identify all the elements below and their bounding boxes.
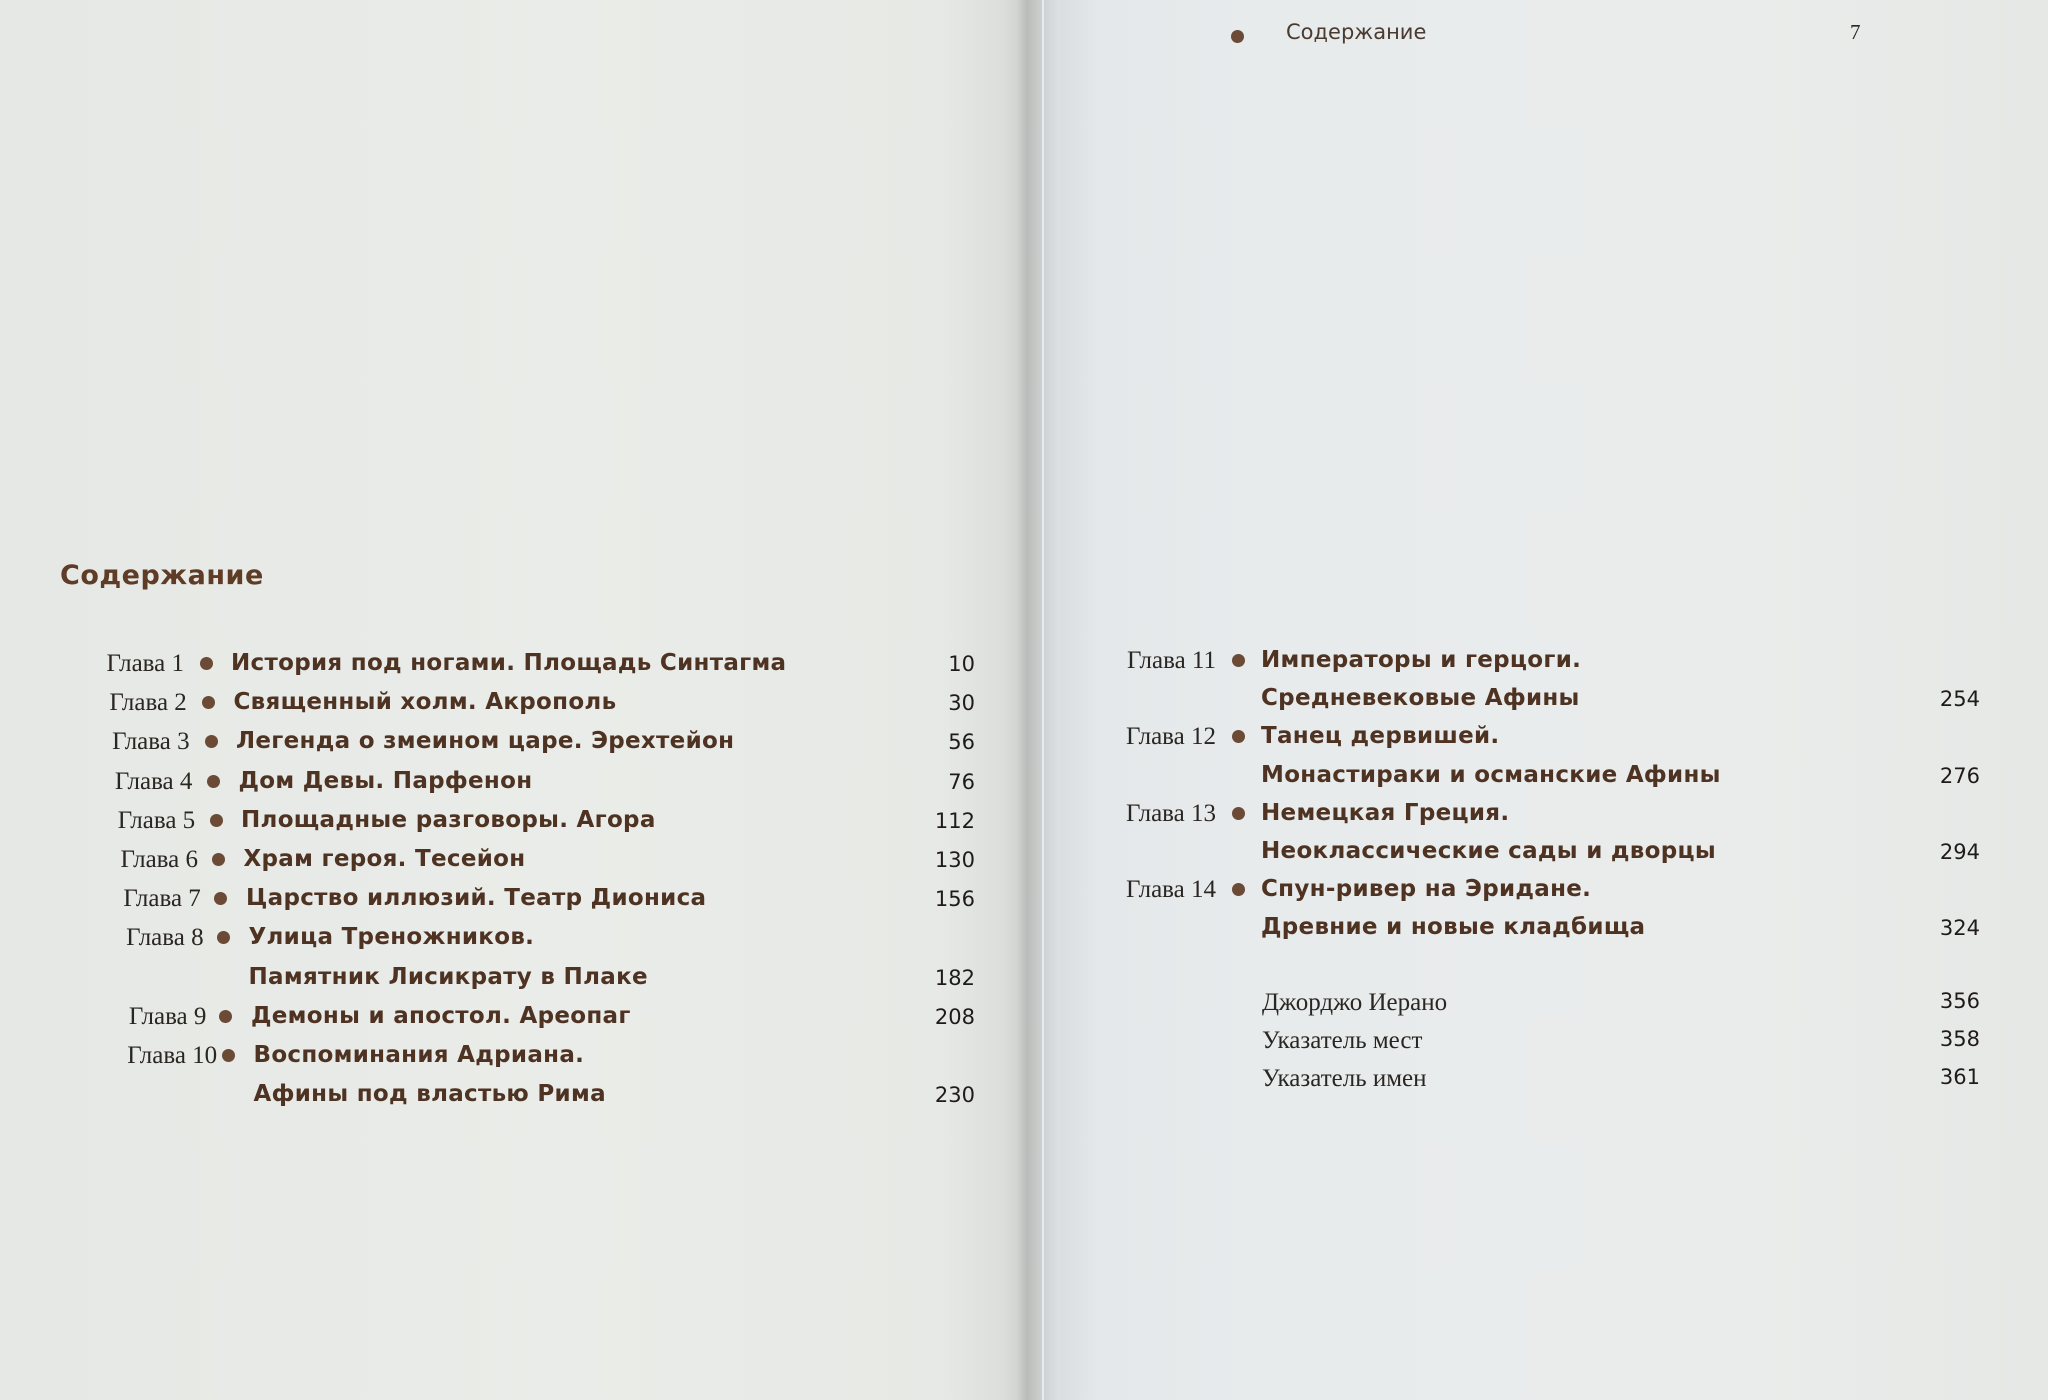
chapter-bullet-icon (222, 1049, 235, 1062)
chapter-label: Глава 9 (128, 1002, 207, 1030)
chapter-label: Глава 1 (106, 650, 184, 677)
chapter-title: Царство иллюзий. Театр Диониса (246, 885, 707, 912)
chapter-label: Глава 4 (114, 767, 193, 795)
chapter-page-number: 156 (934, 887, 975, 912)
chapter-title: Дом Девы. Парфенон (238, 767, 533, 794)
chapter-title: Танец дервишей. (1261, 723, 1500, 750)
chapter-page-number: 30 (948, 691, 975, 716)
chapter-title: Легенда о змеином царе. Эрехтейон (236, 728, 735, 755)
chapter-page-number: 112 (934, 808, 975, 833)
appendix-item-title: Указатель имен (1262, 1065, 1427, 1092)
chapter-bullet-icon (207, 775, 220, 788)
page-edge (1042, 0, 1044, 1400)
appendix-item-title: Указатель мест (1262, 1027, 1423, 1054)
chapter-title: Храм героя. Тесейон (243, 846, 526, 872)
chapter-title: Площадные разговоры. Агора (241, 806, 656, 833)
chapter-label: Глава 12 (1126, 723, 1216, 751)
chapter-page-number: 294 (1939, 840, 1980, 864)
chapter-label: Глава 7 (123, 885, 201, 913)
chapter-page-number: 230 (934, 1083, 975, 1108)
chapter-bullet-icon (212, 853, 225, 866)
chapter-label: Глава 14 (1126, 876, 1216, 904)
toc-heading: Содержание (60, 560, 264, 591)
chapter-label: Глава 6 (120, 846, 198, 873)
chapter-label: Глава 2 (109, 689, 187, 717)
chapter-page-number: 208 (934, 1004, 975, 1029)
appendix-item-page: 358 (1939, 1027, 1980, 1051)
chapter-label: Глава 11 (1126, 647, 1216, 674)
chapter-label: Глава 8 (126, 924, 204, 952)
appendix-item-page: 356 (1939, 989, 1980, 1013)
chapter-title: Демоны и апостол. Ареопаг (251, 1002, 631, 1029)
chapter-title: Средневековые Афины (1261, 685, 1580, 712)
chapter-bullet-icon (1232, 654, 1245, 667)
chapter-bullet-icon (1232, 807, 1245, 820)
chapter-title: Древние и новые кладбища (1261, 914, 1646, 941)
chapter-label: Глава 10 (127, 1042, 218, 1069)
running-head-bullet-icon (1231, 30, 1244, 43)
chapter-title: Спун-ривер на Эридане. (1261, 876, 1592, 903)
chapter-title: Воспоминания Адриана. (253, 1042, 585, 1068)
chapter-page-number: 76 (948, 769, 975, 794)
chapter-title: Афины под властью Рима (253, 1081, 606, 1108)
appendix-item-title: Джорджо Иерано (1262, 989, 1448, 1016)
chapter-label: Глава 3 (112, 728, 190, 756)
chapter-label: Глава 5 (117, 806, 196, 834)
chapter-title: Улица Треножников. (248, 924, 535, 951)
chapter-bullet-icon (219, 1010, 232, 1023)
page-number: 7 (1850, 20, 1861, 44)
chapter-title: Священный холм. Акрополь (233, 689, 617, 716)
appendix-item-page: 361 (1939, 1065, 1980, 1089)
chapter-page-number: 56 (948, 730, 975, 755)
chapter-title: Императоры и герцоги. (1261, 647, 1582, 673)
chapter-label: Глава 13 (1126, 799, 1216, 827)
chapter-title: Памятник Лисикрату в Плаке (248, 963, 648, 990)
chapter-page-number: 130 (934, 848, 975, 872)
chapter-page-number: 324 (1939, 916, 1980, 941)
chapter-page-number: 254 (1939, 687, 1980, 712)
chapter-page-number: 276 (1939, 763, 1980, 788)
chapter-title: Немецкая Греция. (1261, 799, 1510, 826)
chapter-title: История под ногами. Площадь Синтагма (231, 650, 787, 676)
chapter-bullet-icon (210, 814, 223, 827)
chapter-title: Неоклассические сады и дворцы (1261, 838, 1716, 864)
chapter-page-number: 182 (934, 965, 975, 990)
chapter-bullet-icon (200, 657, 213, 670)
chapter-title: Монастираки и османские Афины (1261, 761, 1721, 788)
chapter-page-number: 10 (948, 652, 975, 676)
book-gutter (1018, 0, 1060, 1400)
running-head-title: Содержание (1286, 20, 1427, 44)
